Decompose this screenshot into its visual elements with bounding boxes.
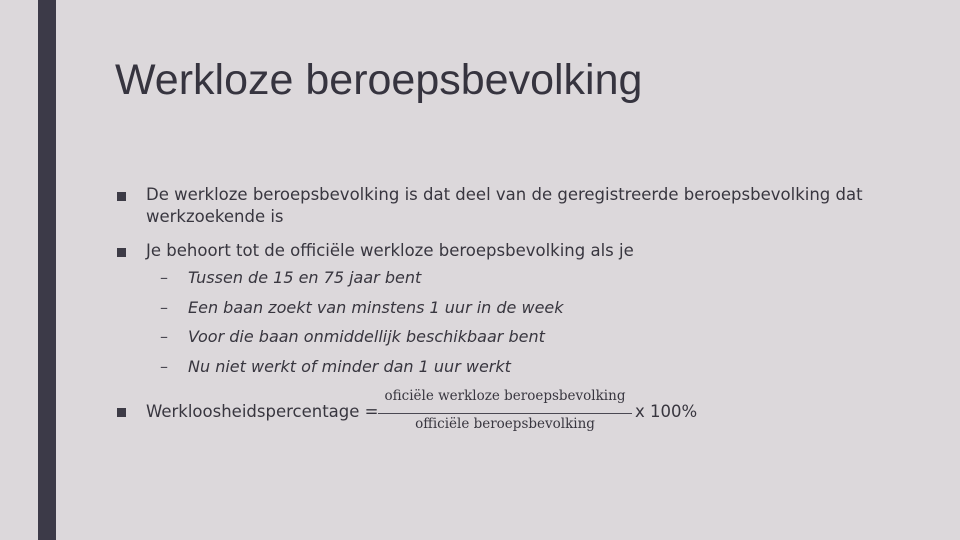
sub-bullet-item <box>115 353 875 383</box>
sub-bullet-text: Nu niet werkt of minder dan 1 uur werkt <box>188 356 511 376</box>
bullet-item <box>115 240 875 262</box>
square-bullet-icon <box>117 192 126 201</box>
sub-bullet-item <box>115 294 875 324</box>
sub-bullet-text: Tussen de 15 en 75 jaar bent <box>188 268 422 287</box>
sub-bullet-item <box>115 264 875 294</box>
bullet-text: Je behoort tot de officiële werkloze beroepsbevolking als je <box>146 241 634 260</box>
bullet-item <box>115 184 875 228</box>
formula-fraction <box>378 388 632 432</box>
dash-bullet-icon: – <box>160 268 168 287</box>
formula-label: Werkloosheidspercentage = <box>146 402 379 421</box>
formula-multiplier: x 100% <box>635 402 698 421</box>
sub-bullet-text: Een baan zoekt van minstens 1 uur in de week <box>188 297 564 317</box>
formula-bullet <box>115 388 875 432</box>
bullet-text: De werkloze beroepsbevolking is dat deel van de geregistreerde beroepsbevolking dat werkzoekende is <box>146 185 863 226</box>
fraction-denominator: officiële beroepsbevolking <box>415 416 595 432</box>
slide-title: Werkloze beroepsbevolking <box>115 56 643 104</box>
sub-bullet-item <box>115 323 875 353</box>
square-bullet-icon <box>117 248 126 257</box>
dash-bullet-icon: – <box>160 327 168 346</box>
side-accent-bar <box>38 0 56 540</box>
fraction-line <box>378 413 632 414</box>
sub-bullet-list <box>115 264 875 382</box>
dash-bullet-icon: – <box>160 297 168 317</box>
sub-bullet-text: Voor die baan onmiddellijk beschikbaar bent <box>188 327 545 346</box>
square-bullet-icon <box>117 408 126 417</box>
fraction-numerator: oficiële werkloze beroepsbevolking <box>384 388 626 404</box>
dash-bullet-icon: – <box>160 356 168 376</box>
slide-content <box>115 184 875 432</box>
